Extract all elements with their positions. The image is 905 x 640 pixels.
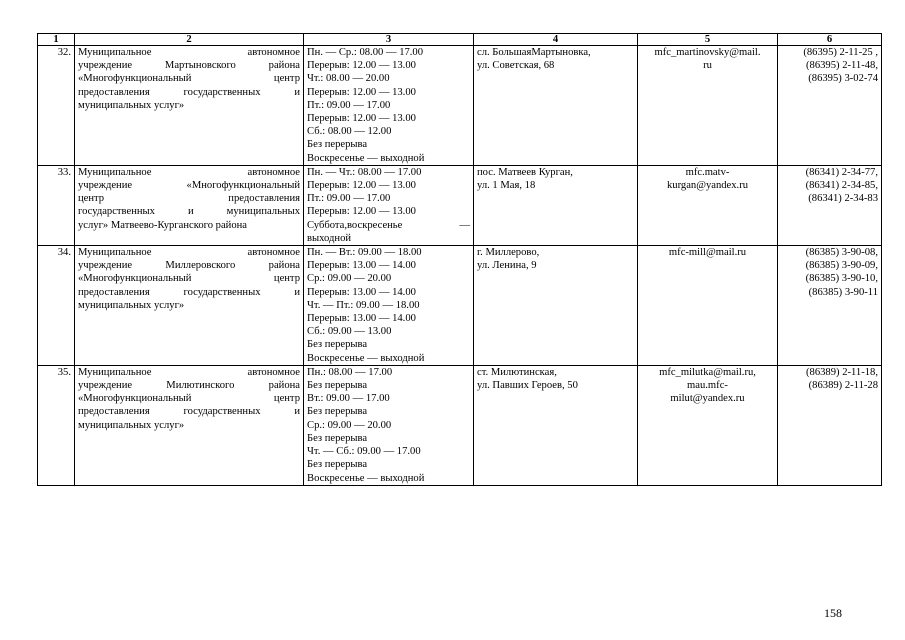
institution-name	[75, 246, 304, 366]
address-line: пос. Матвеев Курган,	[477, 166, 573, 178]
column-header-5: 5	[638, 34, 778, 46]
work-schedule-line: Чт. — Сб.: 09.00 — 17.00	[307, 446, 421, 458]
institution-name	[75, 165, 304, 245]
institution-name-line: услуг» Матвеево-Курганского района	[78, 219, 247, 231]
phone-numbers	[778, 246, 882, 366]
email	[638, 365, 778, 485]
phone-numbers-line: (86385) 3-90-09,	[805, 260, 878, 272]
work-schedule-line: Без перерыва	[307, 339, 368, 351]
phone-numbers-line: (86385) 3-90-10,	[805, 273, 878, 285]
institution-name-line: Муниципальное автономное	[78, 247, 300, 259]
table-row	[38, 165, 882, 245]
phone-numbers-line: (86341) 2-34-83	[808, 193, 878, 205]
work-schedule-line: Сб.: 09.00 — 13.00	[307, 326, 392, 338]
column-header-4: 4	[474, 34, 638, 46]
address	[474, 246, 638, 366]
email-line: ru	[703, 60, 712, 72]
institution-name-line: государственных и муниципальных	[78, 206, 300, 218]
institution-name-line: предоставления государственных и	[78, 286, 300, 298]
phone-numbers-line: (86341) 2-34-85,	[805, 180, 878, 192]
work-schedule-line: Без перерыва	[307, 432, 368, 444]
column-header-3: 3	[304, 34, 474, 46]
institution-name-line: Муниципальное автономное	[78, 166, 300, 178]
work-schedule-line: Перерыв: 12.00 — 13.00	[307, 86, 416, 98]
institution-name-line: «Многофункциональный центр	[78, 273, 300, 285]
address-line: г. Миллерово,	[477, 247, 540, 259]
institution-name-line: «Многофункциональный центр	[78, 73, 300, 85]
work-schedule-line: Без перерыва	[307, 406, 368, 418]
work-schedule-line: Перерыв: 13.00 — 14.00	[307, 260, 416, 272]
phone-numbers-line: (86385) 3-90-11	[808, 286, 878, 298]
header-row	[38, 34, 882, 46]
work-schedule-line: Перерыв: 12.00 — 13.00	[307, 60, 416, 72]
address-line: ул. 1 Мая, 18	[477, 180, 536, 192]
phone-numbers-line: (86395) 3-02-74	[808, 73, 878, 85]
work-schedule	[304, 365, 474, 485]
address	[474, 165, 638, 245]
email-line: kurgan@yandex.ru	[666, 180, 749, 192]
institution-name-line: Муниципальное автономное	[78, 47, 300, 58]
row-number: 32.	[38, 46, 75, 166]
phone-numbers-line: (86395) 2-11-25 ,	[803, 47, 878, 58]
work-schedule-line: Ср.: 09.00 — 20.00	[307, 419, 392, 431]
institution-name-line: предоставления государственных и	[78, 406, 300, 418]
phone-numbers-line: (86389) 2-11-18,	[806, 366, 878, 378]
work-schedule-line: Перерыв: 13.00 — 14.00	[307, 286, 416, 298]
work-schedule-line: Перерыв: 13.00 — 14.00	[307, 313, 416, 325]
phone-numbers	[778, 165, 882, 245]
email-line: mfc_milutka@mail.ru,	[659, 366, 756, 378]
work-schedule	[304, 165, 474, 245]
work-schedule-line: выходной	[307, 232, 352, 244]
page-number: 158	[824, 606, 842, 620]
column-header-1: 1	[38, 34, 75, 46]
email-line: mfc-mill@mail.ru	[668, 247, 747, 259]
address-line: ст. Милютинская,	[477, 366, 557, 378]
email-line: mfc.matv-	[685, 166, 730, 178]
work-schedule-line: Вт.: 09.00 — 17.00	[307, 393, 390, 405]
table-row	[38, 365, 882, 485]
email-line: mau.mfc-	[687, 380, 728, 392]
phone-numbers-line: (86341) 2-34-77,	[805, 166, 878, 178]
institution-name-line: муниципальных услуг»	[78, 299, 185, 311]
work-schedule-line: Пн.: 08.00 — 17.00	[307, 366, 393, 378]
column-header-6: 6	[778, 34, 882, 46]
work-schedule-line: Пн. — Чт.: 08.00 — 17.00	[307, 166, 422, 178]
mfc-registry-table	[37, 33, 882, 486]
work-schedule-line: Пн. — Вт.: 09.00 — 18.00	[307, 247, 422, 259]
address-line: ул. Советская, 68	[477, 60, 555, 72]
table-body	[38, 46, 882, 486]
table-header	[38, 34, 882, 46]
column-header-2: 2	[75, 34, 304, 46]
row-number: 33.	[38, 165, 75, 245]
work-schedule-line: Пн. — Ср.: 08.00 — 17.00	[307, 47, 424, 58]
institution-name-line: предоставления государственных и	[78, 86, 300, 98]
work-schedule-line: Воскресенье — выходной	[307, 152, 425, 164]
work-schedule-line: Чт.: 08.00 — 20.00	[307, 73, 390, 85]
work-schedule-line: Воскресенье — выходной	[307, 352, 425, 364]
work-schedule-line: Пт.: 09.00 — 17.00	[307, 193, 391, 205]
institution-name-line: учреждение «Многофункциональный	[78, 180, 300, 192]
row-number: 35.	[38, 365, 75, 485]
institution-name-line: Муниципальное автономное	[78, 366, 300, 378]
row-number: 34.	[38, 246, 75, 366]
phone-numbers-line: (86385) 3-90-08,	[805, 247, 878, 259]
institution-name-line: учреждение Милютинского района	[78, 380, 300, 392]
phone-numbers	[778, 365, 882, 485]
address-line: ул. Павших Героев, 50	[477, 380, 578, 392]
work-schedule-line: Ср.: 09.00 — 20.00	[307, 273, 392, 285]
work-schedule-line: Перерыв: 12.00 — 13.00	[307, 113, 416, 125]
institution-name	[75, 46, 304, 166]
phone-numbers	[778, 46, 882, 166]
email	[638, 46, 778, 166]
phone-numbers-line: (86389) 2-11-28	[808, 380, 878, 392]
work-schedule-line: Воскресенье — выходной	[307, 472, 425, 484]
address-line: ул. Ленина, 9	[477, 260, 537, 272]
institution-name-line: учреждение Миллеровского района	[78, 260, 300, 272]
work-schedule-line: Перерыв: 12.00 — 13.00	[307, 180, 416, 192]
table-row	[38, 246, 882, 366]
work-schedule-line: Чт. — Пт.: 09.00 — 18.00	[307, 299, 420, 311]
institution-name-line: учреждение Мартыновского района	[78, 60, 300, 72]
email	[638, 165, 778, 245]
work-schedule-line: Пт.: 09.00 — 17.00	[307, 99, 391, 111]
email	[638, 246, 778, 366]
work-schedule-line: Перерыв: 12.00 — 13.00	[307, 206, 416, 218]
work-schedule-line: Сб.: 08.00 — 12.00	[307, 126, 392, 138]
institution-name	[75, 365, 304, 485]
table-row	[38, 46, 882, 166]
institution-name-line: муниципальных услуг»	[78, 419, 185, 431]
work-schedule	[304, 46, 474, 166]
work-schedule-line: Суббота,воскресенье —	[307, 219, 470, 231]
email-line: milut@yandex.ru	[670, 393, 745, 405]
work-schedule-line: Без перерыва	[307, 459, 368, 471]
institution-name-line: центр предоставления	[78, 193, 300, 205]
institution-name-line: муниципальных услуг»	[78, 99, 185, 111]
address	[474, 365, 638, 485]
phone-numbers-line: (86395) 2-11-48,	[806, 60, 878, 72]
work-schedule-line: Без перерыва	[307, 380, 368, 392]
email-line: mfc_martinovsky@mail.	[654, 47, 761, 58]
work-schedule	[304, 246, 474, 366]
work-schedule-line: Без перерыва	[307, 139, 368, 151]
address	[474, 46, 638, 166]
address-line: сл. БольшаяМартыновка,	[477, 47, 591, 58]
institution-name-line: «Многофункциональный центр	[78, 393, 300, 405]
